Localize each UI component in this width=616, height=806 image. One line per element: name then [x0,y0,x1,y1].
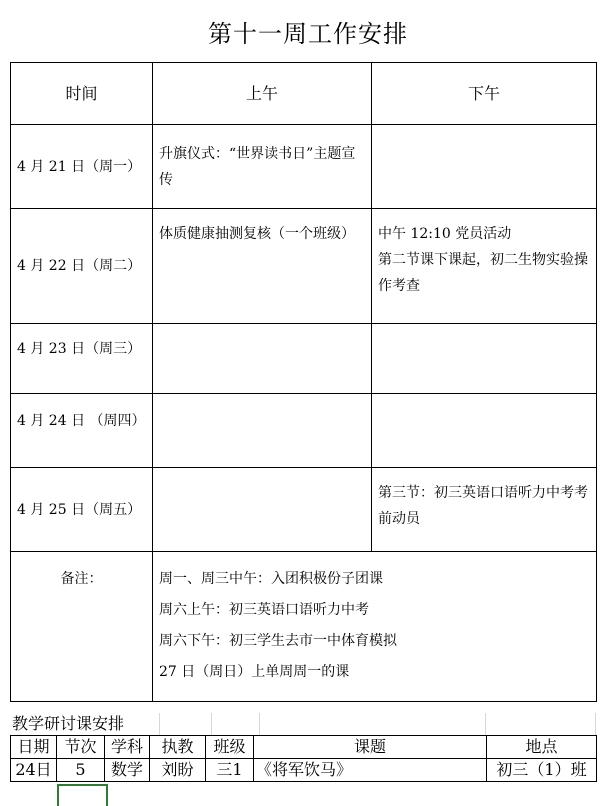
research-header-row [11,736,597,759]
page-title: 第十一周工作安排 [208,20,408,48]
sheet-gridline [211,713,212,735]
cell-teacher: 刘盼 [150,759,206,782]
selected-cell-indicator[interactable] [57,784,108,806]
table-row [11,468,597,552]
morning-text: 体质健康抽测复核（一个班级） [159,226,355,242]
cell-period: 5 [57,759,105,782]
note-line: 周六上午：初三英语口语听力中考 [159,602,369,618]
table-row [11,125,597,209]
afternoon-cell [372,468,597,552]
morning-cell [153,324,372,394]
date-cell: 4 月 22 日（周二） [11,209,153,324]
research-section [10,713,596,782]
research-title: 教学研讨课安排 [10,713,596,735]
sheet-gridline [259,713,260,735]
table-row [11,394,597,468]
notes-row [11,552,597,702]
afternoon-text: 第二节课下课起，初二生物实验操作考查 [378,252,588,294]
morning-cell [153,209,372,324]
sheet-gridline [159,713,160,735]
date-cell: 4 月 24 日 （周四） [11,394,153,468]
table-header-row [11,63,597,125]
afternoon-cell [372,324,597,394]
morning-cell [153,125,372,209]
morning-cell [153,394,372,468]
morning-cell [153,468,372,552]
afternoon-text: 第三节：初三英语口语听力中考考前动员 [378,485,588,527]
table-row [11,324,597,394]
col-location: 地点 [487,736,597,759]
morning-text: 升旗仪式：“世界读书日”主题宣传 [159,145,356,188]
col-teacher: 执教 [150,736,206,759]
research-table [10,735,597,782]
table-row [11,209,597,324]
col-subject: 学科 [105,736,150,759]
col-period: 节次 [57,736,105,759]
col-class: 班级 [206,736,254,759]
col-date: 日期 [11,736,57,759]
notes-label: 备注： [11,552,153,702]
header-morning: 上午 [153,63,372,125]
date-cell: 4 月 21 日（周一） [11,125,153,209]
afternoon-cell [372,394,597,468]
cell-subject: 数学 [105,759,150,782]
note-line: 周一、周三中午：入团积极份子团课 [159,571,383,587]
afternoon-cell [372,125,597,209]
sheet-gridline [485,713,486,735]
afternoon-text: 中午 12:10 党员活动 [378,226,512,242]
cell-topic: 《将军饮马》 [254,759,487,782]
date-cell: 4 月 25 日（周五） [11,468,153,552]
note-line: 27 日（周日）上单周周一的课 [159,664,350,680]
afternoon-cell [372,209,597,324]
cell-date: 24日 [11,759,57,782]
notes-cell [153,552,597,702]
cell-class: 三1 [206,759,254,782]
header-afternoon: 下午 [372,63,597,125]
weekly-schedule-table [10,62,597,702]
note-line: 周六下午：初三学生去市一中体育模拟 [159,633,397,649]
date-cell: 4 月 23 日（周三） [11,324,153,394]
cell-location: 初三（1）班 [487,759,597,782]
header-time: 时间 [11,63,153,125]
table-row [11,759,597,782]
col-topic: 课题 [254,736,487,759]
